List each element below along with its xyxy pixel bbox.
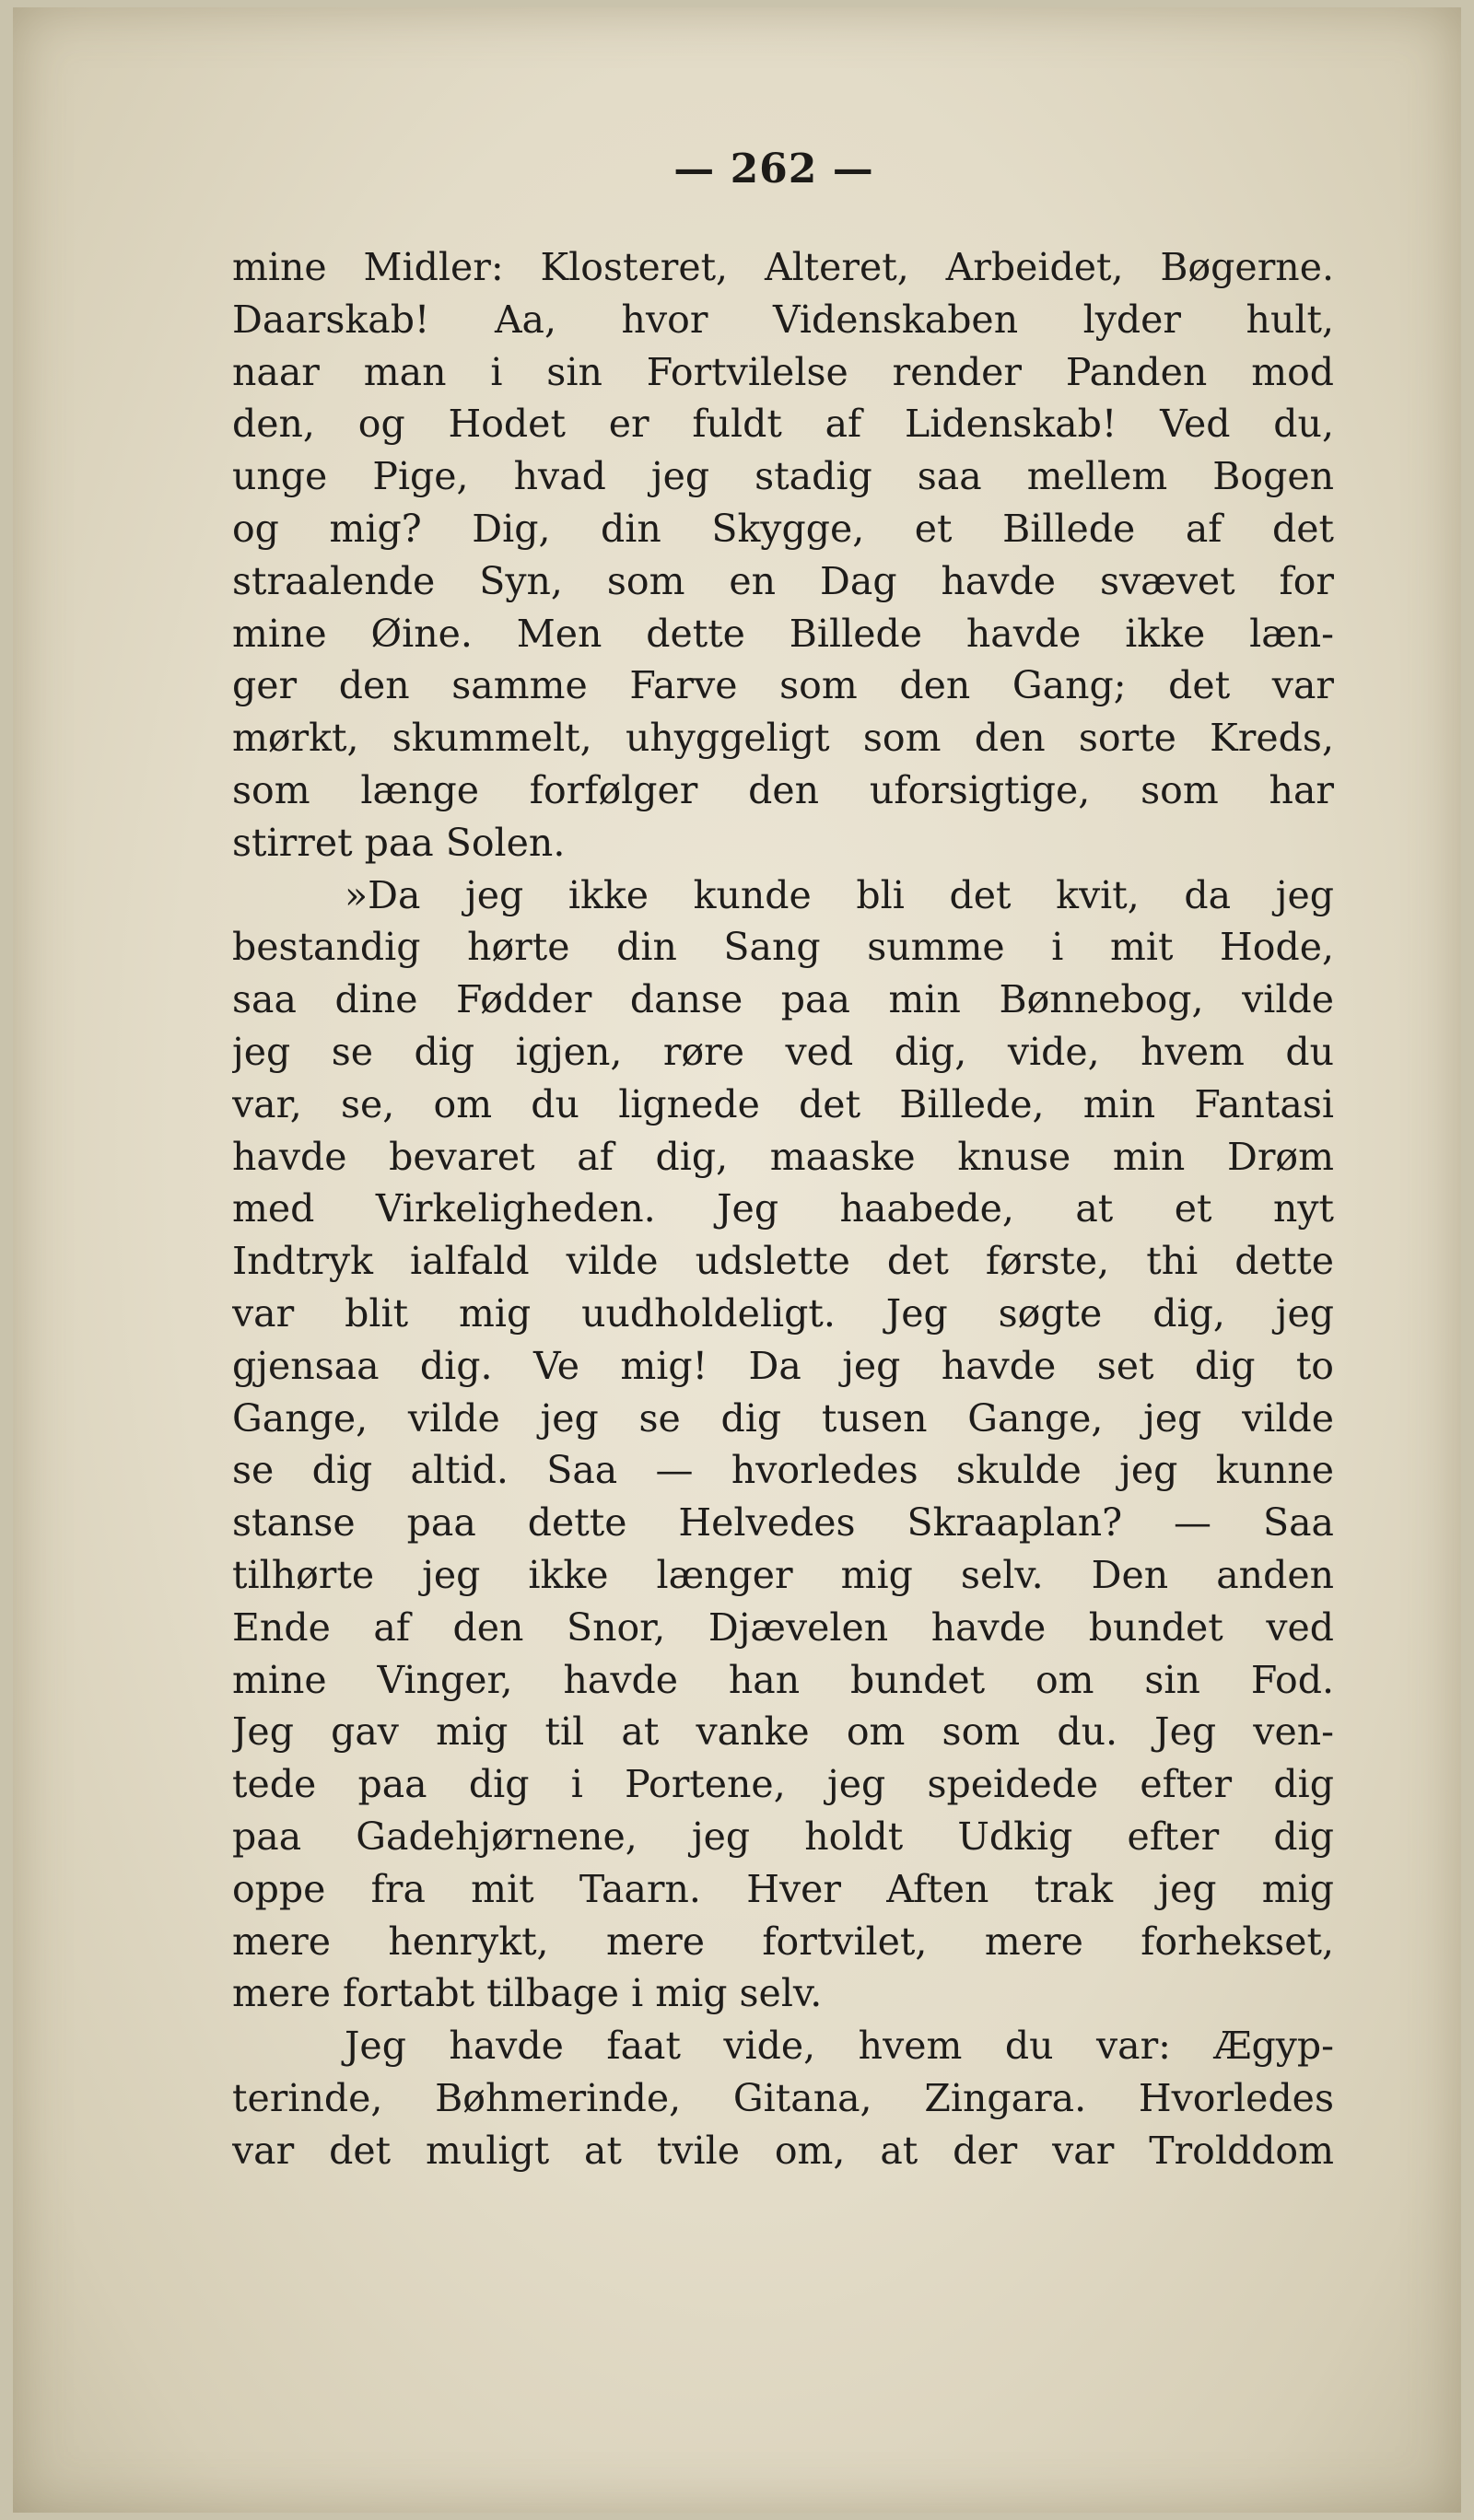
text-line: unge Pige, hvad jeg stadig saa mellem Bogen bbox=[232, 454, 1334, 499]
text-line: var det muligt at tvile om, at der var Trolddom bbox=[232, 2128, 1334, 2173]
text-line: terinde, Bøhmerinde, Gitana, Zingara. Hvorledes bbox=[232, 2075, 1334, 2120]
text-line: og mig? Dig, din Skygge, et Billede af det bbox=[232, 506, 1334, 551]
text-line: var blit mig uudholdeligt. Jeg søgte dig, jeg bbox=[232, 1290, 1334, 1336]
text-line: var, se, om du lignede det Billede, min Fantasi bbox=[232, 1081, 1334, 1126]
body-text bbox=[232, 241, 1334, 2176]
text-line: stanse paa dette Helvedes Skraaplan? — Saa bbox=[232, 1500, 1334, 1546]
text-line: som længe forfølger den uforsigtige, som har bbox=[232, 767, 1334, 812]
text-line: tilhørte jeg ikke længer mig selv. Den anden bbox=[232, 1552, 1334, 1597]
text-line: mere henrykt, mere fortvilet, mere forhekset, bbox=[232, 1919, 1334, 1964]
text-line: mørkt, skummelt, uhyggeligt som den sorte Kreds, bbox=[232, 716, 1334, 761]
text-line: Daarskab! Aa, hvor Videnskaben lyder hult, bbox=[232, 297, 1334, 342]
text-line: Indtryk ialfald vilde udslette det første, thi dette bbox=[232, 1239, 1334, 1284]
text-line: bestandig hørte din Sang summe i mit Hode, bbox=[232, 925, 1334, 970]
text-line: tede paa dig i Portene, jeg speidede efter dig bbox=[232, 1762, 1334, 1807]
text-line: jeg se dig igjen, røre ved dig, vide, hvem du bbox=[232, 1029, 1334, 1074]
text-line: Ende af den Snor, Djævelen havde bundet ved bbox=[232, 1604, 1334, 1650]
text-line: se dig altid. Saa — hvorledes skulde jeg kunne bbox=[232, 1448, 1334, 1493]
text-line: ger den samme Farve som den Gang; det var bbox=[232, 663, 1334, 708]
text-line: mine Vinger, havde han bundet om sin Fod. bbox=[232, 1657, 1334, 1702]
book-page bbox=[13, 7, 1461, 2513]
text-line: Jeg gav mig til at vanke om som du. Jeg ven- bbox=[232, 1709, 1334, 1755]
text-line: mine Øine. Men dette Billede havde ikke læn- bbox=[232, 611, 1334, 656]
text-line: »Da jeg ikke kunde bli det kvit, da jeg bbox=[345, 872, 1334, 917]
text-line: Jeg havde faat vide, hvem du var: Ægyp- bbox=[345, 2024, 1334, 2069]
text-line: stirret paa Solen. bbox=[232, 820, 566, 865]
text-line: den, og Hodet er fuldt af Lidenskab! Ved du, bbox=[232, 402, 1334, 447]
text-line: med Virkeligheden. Jeg haabede, at et nyt bbox=[232, 1186, 1334, 1231]
text-line: paa Gadehjørnene, jeg holdt Udkig efter dig bbox=[232, 1814, 1334, 1859]
text-line: mine Midler: Klosteret, Alteret, Arbeidet, Bøgerne. bbox=[232, 245, 1334, 289]
text-line: gjensaa dig. Ve mig! Da jeg havde set dig to bbox=[232, 1343, 1334, 1388]
text-line: Gange, vilde jeg se dig tusen Gange, jeg vilde bbox=[232, 1395, 1334, 1441]
page-number: — 262 — bbox=[673, 146, 874, 192]
text-line: straalende Syn, som en Dag havde svævet for bbox=[232, 558, 1334, 603]
text-line: oppe fra mit Taarn. Hver Aften trak jeg mig bbox=[232, 1866, 1334, 1911]
text-line: naar man i sin Fortvilelse render Panden mod bbox=[232, 349, 1334, 394]
text-line: mere fortabt tilbage i mig selv. bbox=[232, 1971, 823, 2016]
text-line: saa dine Fødder danse paa min Bønnebog, vilde bbox=[232, 977, 1334, 1022]
text-line: havde bevaret af dig, maaske knuse min Drøm bbox=[232, 1134, 1334, 1179]
